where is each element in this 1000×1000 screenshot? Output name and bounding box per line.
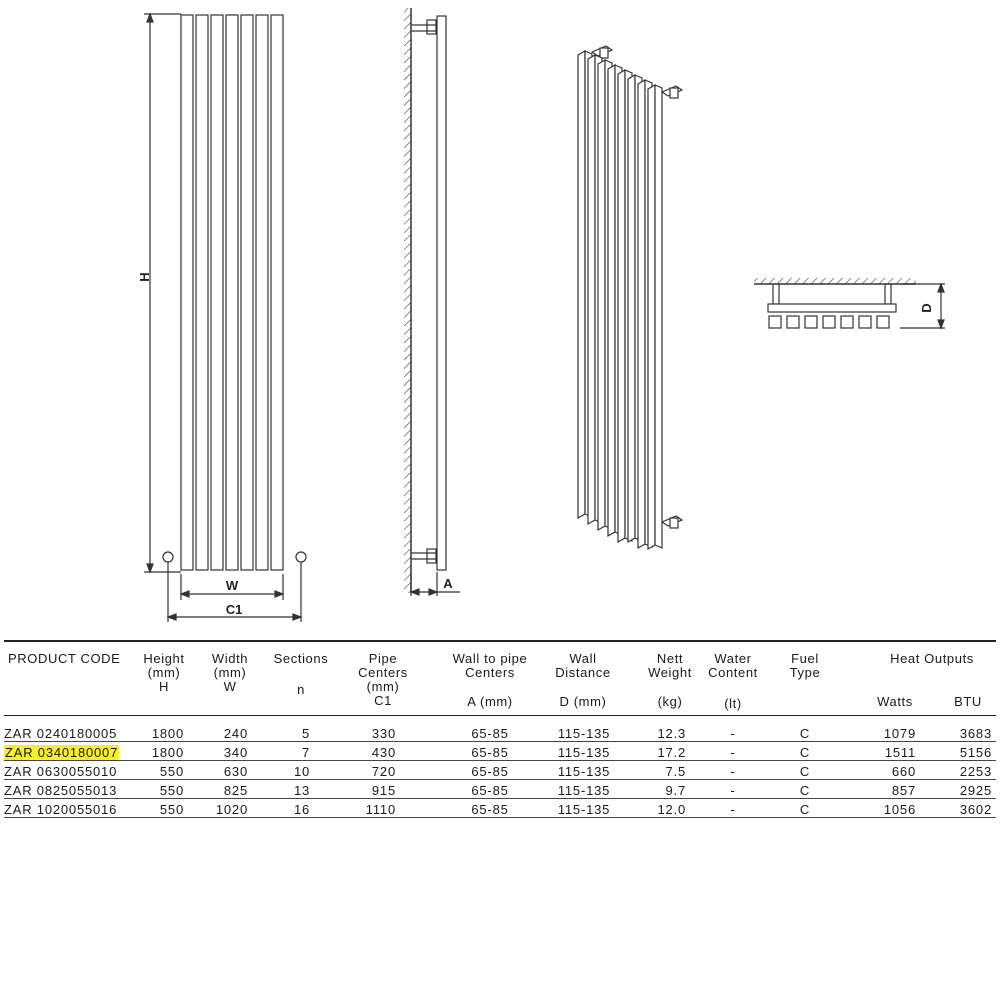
cell-pipe-centers: 915	[371, 783, 396, 798]
header-sections: Sections	[273, 651, 329, 666]
cell-sections: 5	[301, 726, 310, 741]
cell-wall-distance: 115-135	[557, 726, 611, 741]
header-width: Width (mm) W	[211, 651, 249, 694]
plan-column-sections	[769, 316, 889, 328]
left-valve-icon	[163, 552, 173, 562]
cell-product-code: ZAR 0630055010	[4, 764, 118, 779]
cell-product-code: ZAR 0240180005	[4, 726, 118, 741]
width-label: W	[225, 578, 239, 593]
plan-brackets	[773, 284, 891, 304]
radiator-columns-front	[181, 15, 283, 570]
plan-wall-hatch	[754, 278, 916, 284]
cell-sections: 16	[293, 802, 310, 817]
cell-height: 1800	[151, 726, 184, 741]
cell-btu: 5156	[959, 745, 992, 760]
cell-pipe-centers: 330	[371, 726, 396, 741]
cell-height: 1800	[151, 745, 184, 760]
radiator-columns-3d	[578, 51, 662, 549]
header-bottom-rule	[4, 715, 996, 716]
perspective-view	[578, 46, 682, 549]
cell-sections: 13	[293, 783, 310, 798]
cell-width: 825	[223, 783, 248, 798]
table-row	[4, 742, 996, 761]
cell-product-code: ZAR 0340180007	[5, 745, 119, 760]
cell-btu: 3683	[959, 726, 992, 741]
cell-nett-weight: 7.5	[665, 764, 686, 779]
cell-pipe-centers: 430	[371, 745, 396, 760]
header-fuel-type: Fuel Type	[789, 651, 821, 680]
radiator-side-profile	[437, 16, 446, 570]
cell-width: 340	[223, 745, 248, 760]
wall-distance-label: A	[443, 576, 453, 591]
cell-wall-distance: 115-135	[557, 802, 611, 817]
header-nett-weight: Nett Weight	[648, 651, 692, 680]
header-pipe-centers: Pipe Centers (mm) C1	[358, 651, 408, 708]
cell-wall-to-pipe: 65-85	[471, 764, 509, 779]
header-wall-to-pipe-unit: A (mm)	[467, 694, 513, 709]
cell-wall-to-pipe: 65-85	[471, 783, 509, 798]
table-row	[4, 761, 996, 780]
header-nett-weight-unit: (kg)	[657, 694, 683, 709]
cell-nett-weight: 9.7	[665, 783, 686, 798]
cell-fuel-type: C	[799, 764, 811, 779]
cell-width: 630	[223, 764, 248, 779]
table-top-rule	[4, 640, 996, 642]
header-wall-to-pipe: Wall to pipe Centers	[452, 651, 528, 680]
cell-water-content: -	[730, 802, 736, 817]
cell-nett-weight: 12.0	[657, 802, 686, 817]
cell-wall-distance: 115-135	[557, 745, 611, 760]
cell-width: 1020	[215, 802, 248, 817]
plan-view	[754, 278, 945, 328]
cell-fuel-type: C	[799, 726, 811, 741]
cell-wall-distance: 115-135	[557, 783, 611, 798]
cell-product-code: ZAR 1020055016	[4, 802, 118, 817]
cell-nett-weight: 12.3	[657, 726, 686, 741]
cell-wall-to-pipe: 65-85	[471, 726, 509, 741]
header-product-code: PRODUCT CODE	[8, 651, 121, 666]
height-dimension-line	[144, 14, 181, 572]
cell-fuel-type: C	[799, 802, 811, 817]
header-wall-distance: Wall Distance	[555, 651, 611, 680]
header-btu: BTU	[954, 694, 982, 709]
header-watts: Watts	[877, 694, 913, 709]
cell-btu: 3602	[959, 802, 992, 817]
cell-sections: 10	[293, 764, 310, 779]
cell-watts: 857	[891, 783, 916, 798]
header-heat-outputs: Heat Outputs	[890, 651, 974, 666]
height-label: H	[137, 272, 152, 282]
cell-btu: 2925	[959, 783, 992, 798]
cell-width: 240	[223, 726, 248, 741]
cell-watts: 660	[891, 764, 916, 779]
cell-nett-weight: 17.2	[657, 745, 686, 760]
cell-product-code: ZAR 0825055013	[4, 783, 118, 798]
bottom-bracket	[411, 549, 437, 563]
cell-fuel-type: C	[799, 783, 811, 798]
header-sections-unit: n	[297, 682, 305, 697]
cell-watts: 1511	[884, 745, 916, 760]
table-row	[4, 780, 996, 799]
centers-label: C1	[225, 602, 243, 617]
cell-sections: 7	[301, 745, 310, 760]
cell-height: 550	[159, 764, 184, 779]
wall-hatch	[404, 8, 411, 593]
cell-height: 550	[159, 802, 184, 817]
side-elevation-view	[404, 8, 460, 596]
cell-height: 550	[159, 783, 184, 798]
header-water-content: Water Content	[708, 651, 758, 680]
header-height: Height (mm) H	[143, 651, 185, 694]
table-row	[4, 723, 996, 742]
cell-watts: 1056	[883, 802, 916, 817]
cell-water-content: -	[730, 745, 736, 760]
cell-watts: 1079	[883, 726, 916, 741]
header-wall-distance-unit: D (mm)	[559, 694, 607, 709]
cell-wall-to-pipe: 65-85	[471, 745, 509, 760]
front-elevation-view	[144, 14, 306, 622]
cell-water-content: -	[730, 783, 736, 798]
cell-btu: 2253	[959, 764, 992, 779]
cell-pipe-centers: 1110	[365, 802, 396, 817]
right-valve-icon	[296, 552, 306, 562]
top-bracket	[411, 20, 437, 34]
cell-pipe-centers: 720	[371, 764, 396, 779]
cell-wall-distance: 115-135	[557, 764, 611, 779]
table-row	[4, 799, 996, 818]
cell-fuel-type: C	[799, 745, 811, 760]
cell-wall-to-pipe: 65-85	[471, 802, 509, 817]
depth-label: D	[919, 303, 934, 313]
header-water-content-unit: (lt)	[724, 696, 742, 711]
cell-water-content: -	[730, 726, 736, 741]
cell-water-content: -	[730, 764, 736, 779]
plan-header-bar	[768, 304, 896, 312]
